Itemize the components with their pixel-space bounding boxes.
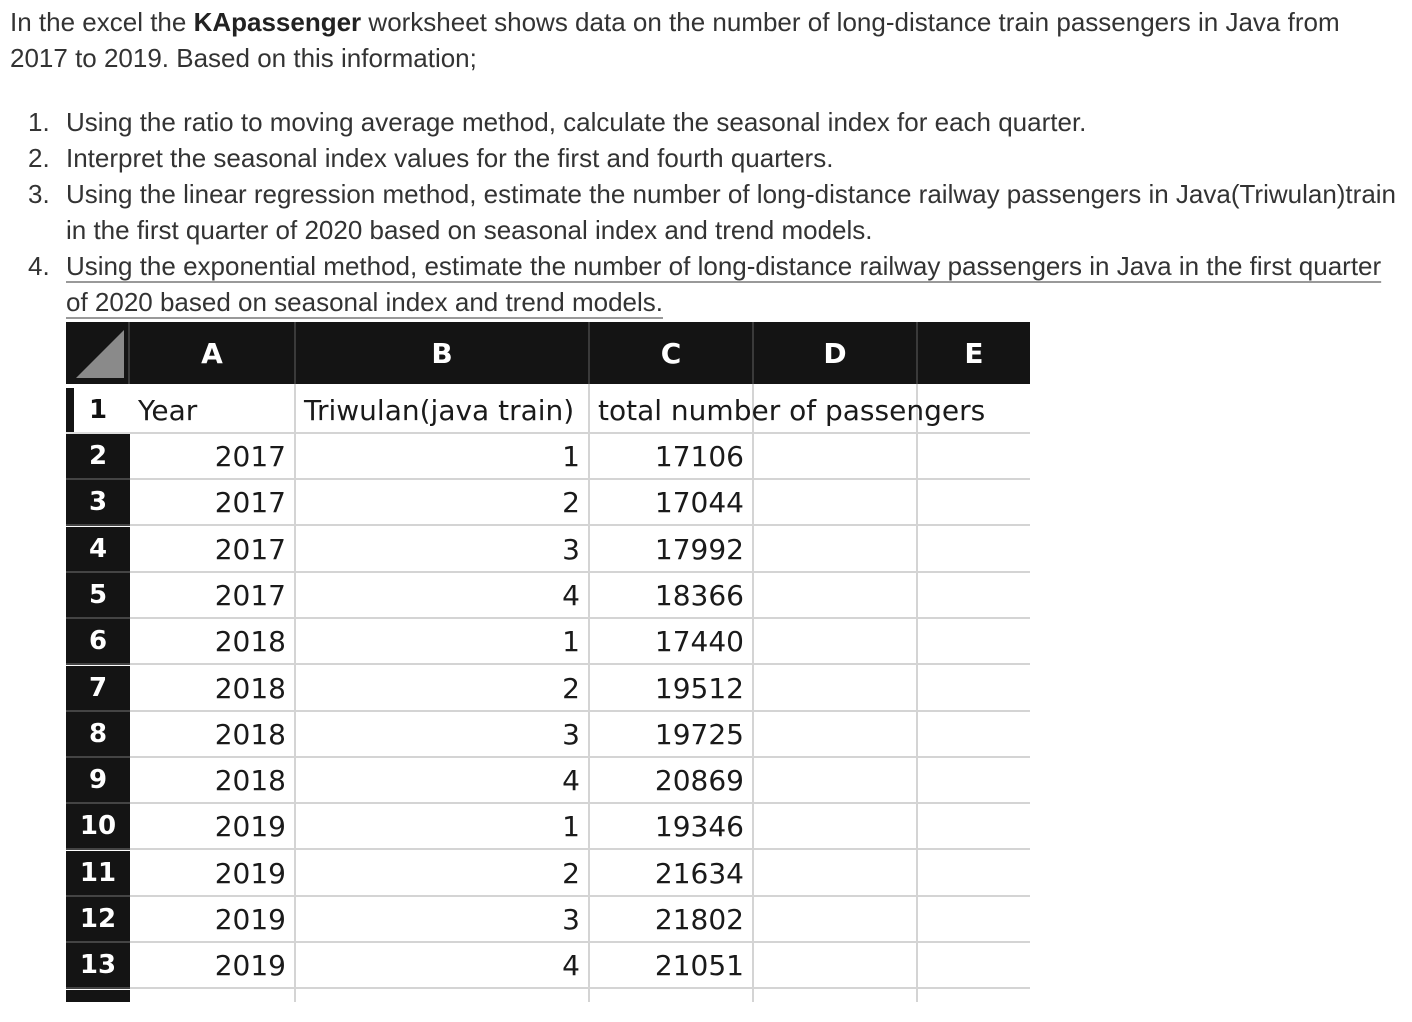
cell-quarter[interactable]: 4 [296,573,590,619]
cell-empty-e[interactable] [918,619,1030,665]
cell-empty-d[interactable] [754,527,918,573]
cell-year[interactable]: 2018 [130,712,296,758]
row-header[interactable]: 9 [66,758,130,804]
cell-empty-d[interactable] [754,712,918,758]
cell-quarter[interactable]: 4 [296,943,590,989]
cell-empty-d[interactable] [754,434,918,480]
cell-quarter[interactable]: 2 [296,666,590,712]
cell-empty-d[interactable] [754,897,918,943]
task-list [0,104,1410,320]
cell-passengers[interactable]: 19346 [590,804,754,850]
task-item [28,248,1410,320]
row-header[interactable] [66,388,130,434]
cell-year[interactable]: 2017 [130,480,296,526]
task-text: Interpret the seasonal index values for the first and fourth quarters. [66,143,834,173]
cell-year-header[interactable]: Year [130,388,296,434]
cell-quarter[interactable]: 2 [296,851,590,897]
task-text: Using the ratio to moving average method, calculate the seasonal index for each quarter. [66,107,1087,137]
cell-empty-d[interactable] [754,758,918,804]
row-header[interactable]: 7 [66,666,130,712]
task-item [28,140,1410,176]
cell-empty-e[interactable] [918,434,1030,480]
row-header[interactable]: 8 [66,712,130,758]
cell-passengers[interactable]: 18366 [590,573,754,619]
column-header-c[interactable]: C [590,322,754,384]
row-header[interactable]: 2 [66,434,130,480]
cell-passengers[interactable]: 17440 [590,619,754,665]
cell-empty-e[interactable] [918,573,1030,619]
task-number: 3. [28,179,50,209]
intro-text-before: In the excel the [10,7,194,37]
row-header[interactable]: 5 [66,573,130,619]
cell-quarter[interactable]: 3 [296,897,590,943]
task-text: Using the exponential method, estimate the number of long-distance railway passengers in Java in the first quarter of 2020 based on seasonal index and trend models. [66,251,1382,317]
task-item [28,104,1410,140]
cell-year[interactable]: 2018 [130,758,296,804]
cell-quarter[interactable]: 1 [296,434,590,480]
cell-passengers[interactable]: 21634 [590,851,754,897]
cell-quarter[interactable]: 4 [296,758,590,804]
cell-passengers[interactable]: 21802 [590,897,754,943]
task-number: 4. [28,251,50,281]
cell-passengers[interactable]: 17106 [590,434,754,480]
cell-quarter[interactable]: 3 [296,527,590,573]
cell-empty-d[interactable] [754,573,918,619]
select-all-corner[interactable] [66,322,130,384]
cell-quarter[interactable]: 1 [296,619,590,665]
cell-empty-e[interactable] [918,758,1030,804]
cell-empty-d[interactable] [754,943,918,989]
row-header-partial [66,990,130,1002]
cell-empty-e[interactable] [918,851,1030,897]
intro-text-after: worksheet shows data on the number of long-distance train passengers in Java from 2017 to 2019. Based on this information; [10,7,1340,73]
cell-year[interactable]: 2018 [130,619,296,665]
cell-passengers[interactable]: 17044 [590,480,754,526]
cell-year[interactable]: 2017 [130,527,296,573]
row-header[interactable]: 12 [66,897,130,943]
cell-empty-e[interactable] [918,666,1030,712]
cell-quarter[interactable]: 2 [296,480,590,526]
cell-empty-e[interactable] [918,527,1030,573]
cell-empty-e[interactable] [918,943,1030,989]
cell-year[interactable]: 2018 [130,666,296,712]
intro-paragraph [10,4,1400,76]
row-header[interactable]: 10 [66,804,130,850]
cell-passengers[interactable]: 19512 [590,666,754,712]
cell-empty-e[interactable] [918,804,1030,850]
row-header[interactable]: 4 [66,527,130,573]
column-header-d[interactable]: D [754,322,918,384]
cell-year[interactable]: 2019 [130,943,296,989]
cell-empty-d[interactable] [754,480,918,526]
cell-passengers-header[interactable]: total number of passengers [590,388,1030,434]
cell-empty-d[interactable] [754,851,918,897]
column-header-a[interactable]: A [130,322,296,384]
select-all-triangle-icon [66,322,128,384]
cell-year[interactable]: 2019 [130,897,296,943]
cell-passengers[interactable]: 20869 [590,758,754,804]
cell-empty-e[interactable] [918,897,1030,943]
cell-quarter[interactable]: 3 [296,712,590,758]
cell-empty-e[interactable] [918,480,1030,526]
column-header-e[interactable]: E [918,322,1030,384]
cell-quarter-header[interactable]: Triwulan(java train) [296,388,590,434]
cell-empty-e[interactable] [918,712,1030,758]
task-text: Using the linear regression method, estimate the number of long-distance railway passengers in Java(Triwulan)train in the first quarter of 2020 based on seasonal index and trend models. [66,179,1397,245]
cell-quarter[interactable]: 1 [296,804,590,850]
cell-year[interactable]: 2017 [130,573,296,619]
row-header[interactable]: 6 [66,619,130,665]
cell-empty-d[interactable] [754,804,918,850]
cell-passengers[interactable]: 21051 [590,943,754,989]
row-header[interactable]: 3 [66,480,130,526]
task-item [28,176,1410,248]
task-number: 2. [28,143,50,173]
column-header-b[interactable]: B [296,322,590,384]
spreadsheet-image [66,322,1030,1002]
cell-empty-d[interactable] [754,619,918,665]
cell-year[interactable]: 2017 [130,434,296,480]
task-number: 1. [28,107,50,137]
cell-passengers[interactable]: 17992 [590,527,754,573]
cell-empty-d[interactable] [754,666,918,712]
worksheet-name: KApassenger [193,7,362,37]
row-header[interactable]: 13 [66,943,130,989]
cell-passengers[interactable]: 19725 [590,712,754,758]
row-number: 1 [88,395,108,425]
row-header-bar [66,388,74,432]
cell-year[interactable]: 2019 [130,804,296,850]
row-header[interactable]: 11 [66,851,130,897]
cell-year[interactable]: 2019 [130,851,296,897]
